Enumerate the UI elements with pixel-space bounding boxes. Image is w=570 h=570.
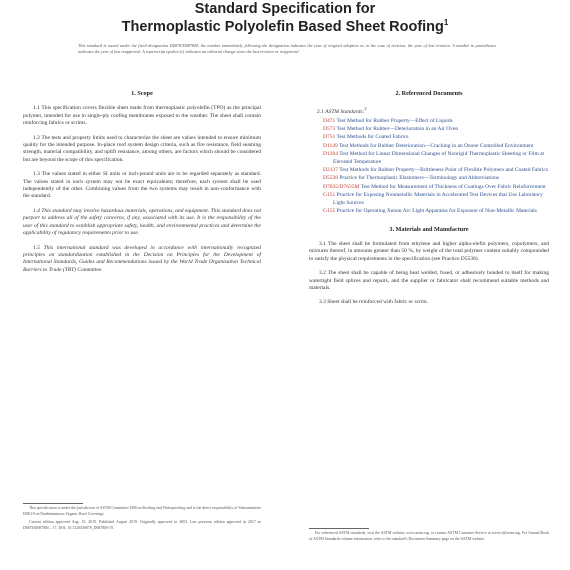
reference-title[interactable]: Test Methods for Rubber Deterioration—Cracking in an Ozone Controlled Environment xyxy=(339,142,534,149)
reference-code[interactable]: G155 xyxy=(323,208,336,215)
reference-item[interactable] xyxy=(317,184,549,191)
reference-intro-mark: 2 xyxy=(364,106,367,112)
designation-note: This standard is issued under the fixed designation D6878/D6878M; the number immediately following the designation indicates the year of original adoption or, in the case of revision, the year of last revision. A number in parentheses indicates the year of last reapproval. A superscript epsilon (ε) indicates an editorial change since the last revision or reapproval. xyxy=(78,43,496,55)
reference-list xyxy=(317,105,549,215)
materials-paragraph: 3.3 Sheet shall be reinforced with fabric or scrim. xyxy=(319,299,429,306)
footnote: For referenced ASTM standards, visit the ASTM website, www.astm.org, or contact ASTM Customer Service at service@astm.org. For Annual Book of ASTM Standards volume information, refer to the standard's Document Summary page on the ASTM website. xyxy=(309,531,549,541)
reference-code[interactable]: D1204 xyxy=(323,151,338,158)
reference-item[interactable] xyxy=(317,208,549,215)
reference-item[interactable] xyxy=(317,143,549,150)
reference-intro-number: 2.1 xyxy=(317,109,326,116)
footnote: This specification is under the jurisdiction of ASTM Committee D08 on Roofing and Waterproofing and is the direct responsibility of Subcommittee D08.18 on Nonbituminous Organic Roof Coverings. xyxy=(23,506,261,516)
reference-item[interactable] xyxy=(317,167,549,174)
reference-code[interactable]: D1149 xyxy=(323,142,338,149)
scope-paragraph: 1.3 The values stated in either SI units or inch-pound units are to be regarded separately as standard. The values stated in each system may not be exact equivalents; therefore, each system shall be used independently of the other. Combining values from the two systems may result in non-conformance with the standard. xyxy=(23,171,261,200)
reference-item[interactable] xyxy=(317,151,549,166)
reference-code[interactable]: D471 xyxy=(323,117,336,124)
reference-code[interactable]: D2137 xyxy=(323,167,338,174)
reference-item[interactable] xyxy=(317,175,549,182)
footnote: Current edition approved Aug. 15, 2019. Published August 2019. Originally approved in 2003. Last previous edition approved in 2017 as D6878/D6878M – 17. DOI: 10.1520/D6878_D6878M-19. xyxy=(23,520,261,530)
left-column xyxy=(23,90,261,281)
reference-intro-label: ASTM Standards: xyxy=(325,109,365,116)
reference-title[interactable]: Test Methods for Rubber Property—Brittleness Point of Flexible Polymers and Coated Fabrics xyxy=(339,167,549,174)
footnotes-right xyxy=(309,531,549,545)
reference-item[interactable] xyxy=(317,118,549,125)
right-column xyxy=(309,90,549,314)
reference-code[interactable]: D5538 xyxy=(323,175,338,182)
materials-paragraph: 3.1 The sheet shall be formulated from ethylene and higher alpha-olefin polymers, copolymers, and mixtures thereof, in amounts greater than 50 %, by weight of the total polymer content suitably compounded to satisfy the physical requirements in the specification (see Practice D5538). xyxy=(309,240,549,262)
reference-title[interactable]: Test Method for Rubber—Deterioration in an Air Oven xyxy=(336,126,459,133)
title-line-2 xyxy=(0,18,570,35)
reference-code[interactable]: G151 xyxy=(323,192,336,199)
reference-item[interactable] xyxy=(317,126,549,133)
scope-paragraph: 1.5 This international standard was developed in accordance with internationally recognized principles on standardization established in the Decision on Principles for the Development of International Standards, Guides and Recommendations issued by the World Trade Organization Technical Barriers to Trade (TBT) Committee. xyxy=(23,244,261,273)
scope-paragraph: 1.1 This specification covers flexible sheet made from thermoplastic polyolefin (TPO) as the principal polymer, intended for use in single-ply roofing membranes exposed to the weather. The sheet shall contain reinforcing fabrics or scrims. xyxy=(23,105,261,127)
reference-code[interactable]: D751 xyxy=(323,134,336,141)
scope-paragraph: 1.4 This standard may involve hazardous materials, operations, and equipment. This standard does not purport to address all of the safety concerns, if any, associated with its use. It is the responsibility of the user of this standard to establish appropriate safety, health, and environmental practices and determine the applicability of regulatory requirements prior to use. xyxy=(23,207,261,237)
reference-title[interactable]: Practice for Exposing Nonmetallic Materials in Accelerated Test Devices that Use Laboratory Light Sources xyxy=(333,192,543,206)
reference-title[interactable]: Test Methods for Coated Fabrics xyxy=(336,134,409,141)
title-footnote-mark: 1 xyxy=(443,18,449,27)
reference-title[interactable]: Test Method for Rubber Property—Effect of Liquids xyxy=(336,117,453,124)
materials-paragraph: 3.2 The sheet shall be capable of being heat welded, fused, or adhesively bonded to itself for making watertight field splices and repairs, and the supplier or fabricator shall recommend suitable methods and materials. xyxy=(309,270,549,291)
reference-code[interactable]: D7635/D7635M xyxy=(323,183,360,190)
scope-heading: 1. Scope xyxy=(131,90,153,97)
reference-title[interactable]: Practice for Operating Xenon Arc Light Apparatus for Exposure of Non-Metallic Materials xyxy=(336,208,537,215)
referenced-documents-heading: 2. Referenced Documents xyxy=(395,90,463,97)
reference-title[interactable]: Test Method for Linear Dimensional Changes of Nonrigid Thermoplastic Sheeting or Film at Elevated Temperature xyxy=(333,151,545,165)
reference-code[interactable]: D573 xyxy=(323,126,336,133)
reference-item[interactable] xyxy=(317,134,549,141)
footnote-divider-left xyxy=(23,503,83,504)
title-text: Thermoplastic Polyolefin Based Sheet Roofing xyxy=(121,18,444,35)
materials-heading: 3. Materials and Manufacture xyxy=(389,225,469,233)
footnotes-left xyxy=(23,506,261,534)
reference-title[interactable]: Test Method for Measurement of Thickness of Coatings Over Fabric Reinforcement xyxy=(360,183,546,190)
footnote-divider-right xyxy=(309,528,369,529)
reference-title[interactable]: Practice for Thermoplastic Elastomers—Terminology and Abbreviations xyxy=(339,175,500,182)
reference-item[interactable] xyxy=(317,192,549,207)
title-line-1: Standard Specification for xyxy=(194,1,376,17)
reference-intro xyxy=(317,105,549,116)
scope-paragraph: 1.2 The tests and property limits used to characterize the sheet are values intended to ensure minimum quality for the intended purpose. In-place roof system design criteria, such as fire resistance, field seaming strength, material compatibility, and uplift resistance, among others, are factors which should be considered but are beyond the scope of this specification. xyxy=(23,134,261,163)
